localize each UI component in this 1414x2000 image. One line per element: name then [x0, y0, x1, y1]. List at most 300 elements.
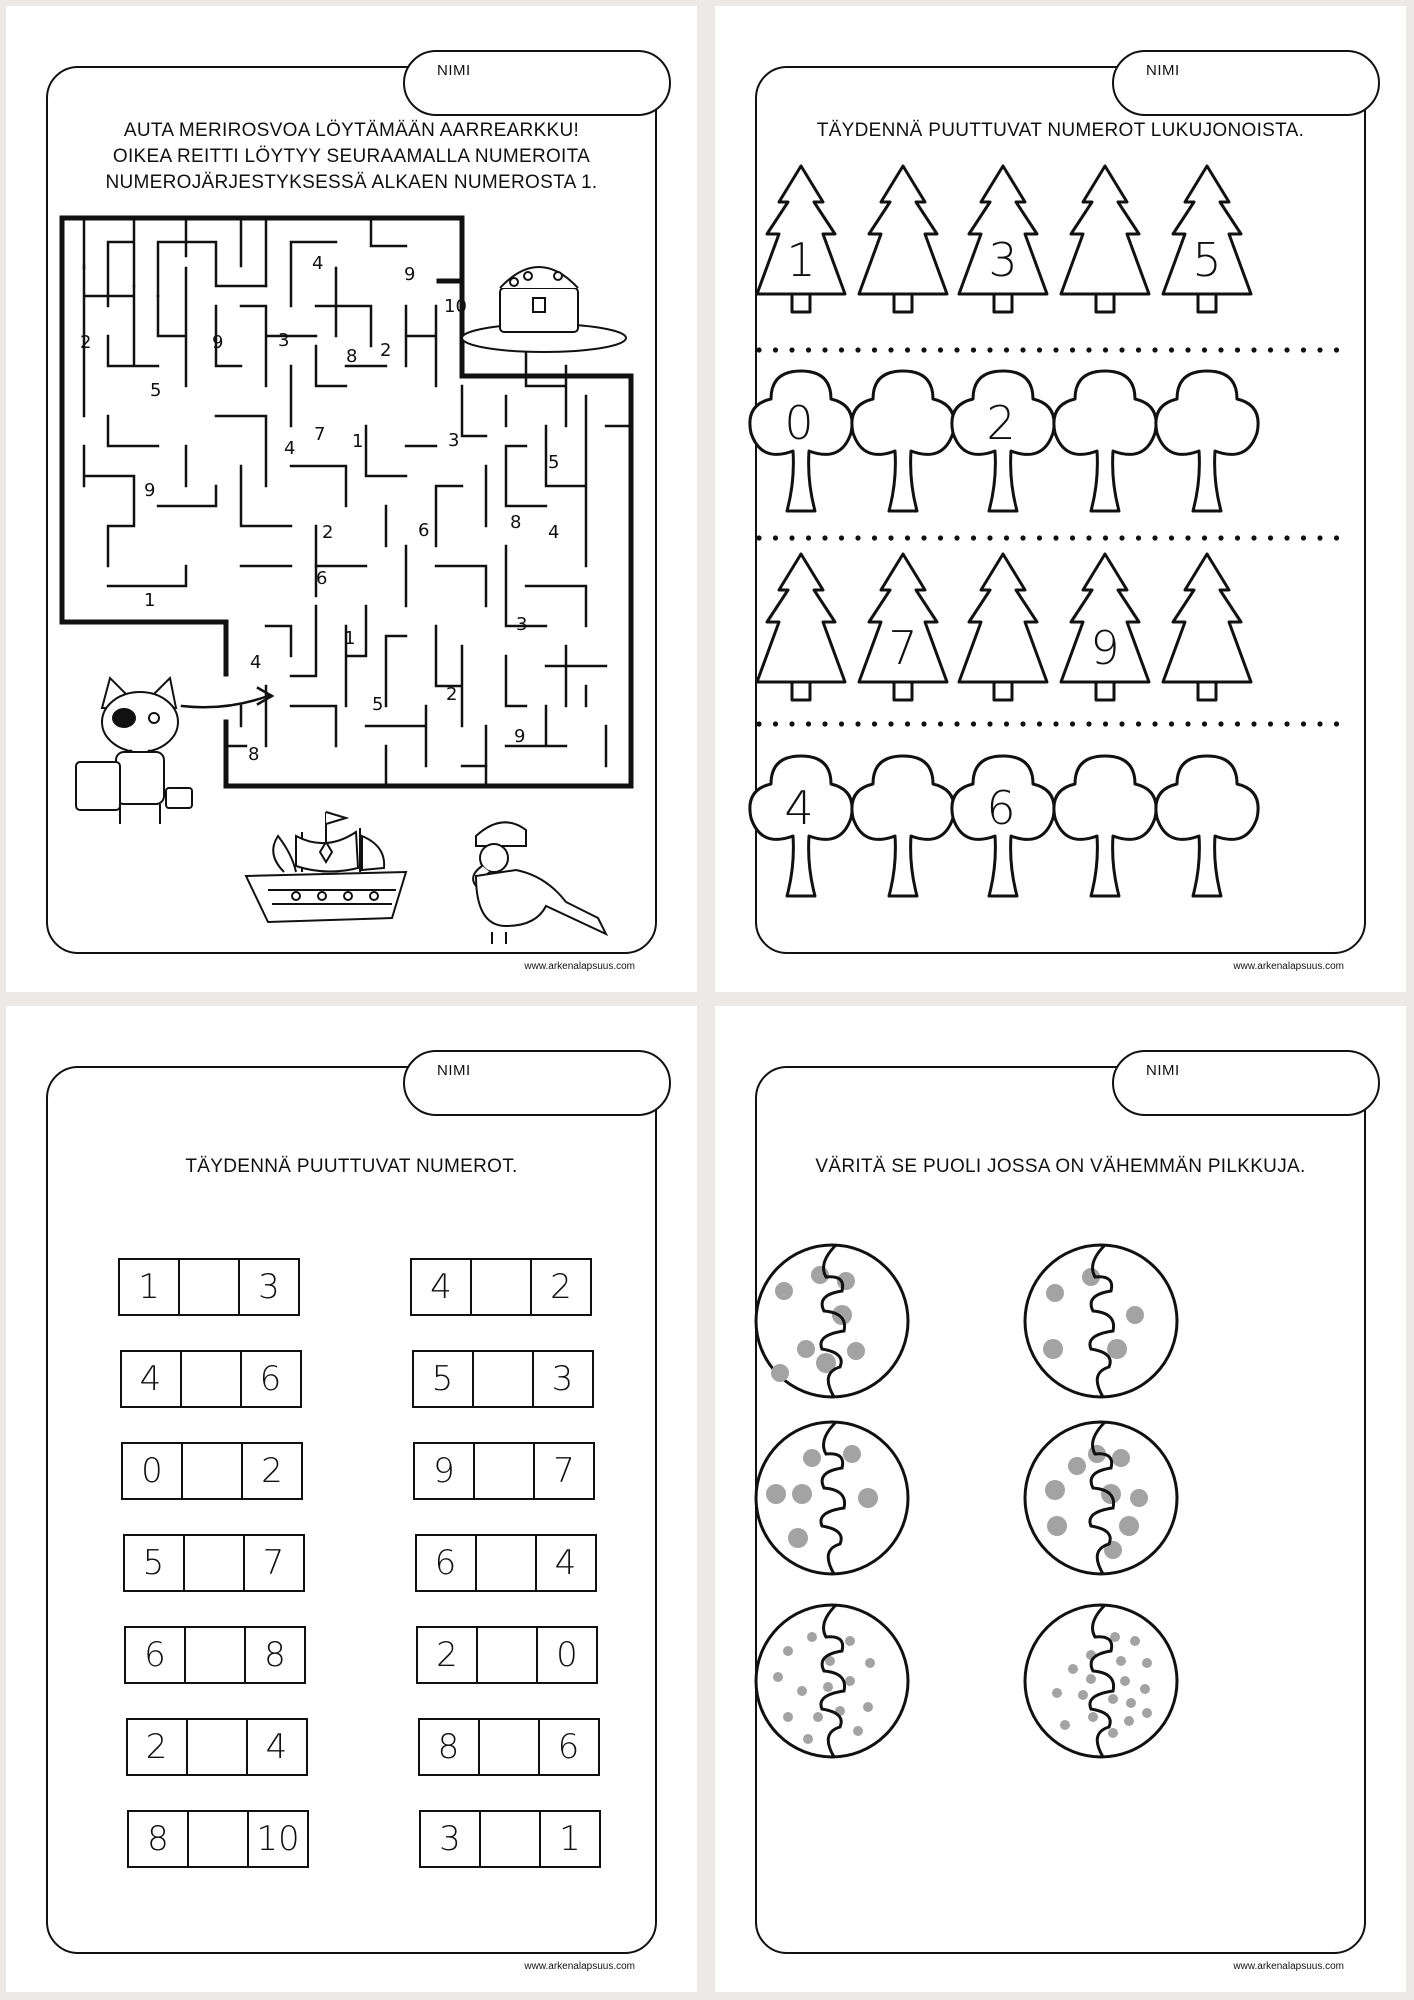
- pine-tree-icon[interactable]: [1163, 166, 1251, 312]
- pine-tree-icon[interactable]: [959, 166, 1047, 312]
- blank-number-cell[interactable]: [185, 1536, 245, 1590]
- number-cell: 2: [418, 1628, 478, 1682]
- separator-dot: [1037, 721, 1042, 726]
- number-box-row: [413, 1442, 595, 1500]
- dot: [1046, 1284, 1064, 1302]
- separator-dot: [822, 535, 827, 540]
- separator-dot: [855, 347, 860, 352]
- separator-dot: [888, 347, 893, 352]
- separator-dot: [1053, 535, 1058, 540]
- number-box-row: [412, 1350, 594, 1408]
- separator-dot: [1235, 347, 1240, 352]
- maze-number: 3: [278, 330, 290, 351]
- separator-dot: [921, 535, 926, 540]
- maze-number: 4: [548, 522, 560, 543]
- number-cell: 5: [125, 1536, 185, 1590]
- separator-dot: [822, 721, 827, 726]
- number-cell: 3: [551, 1359, 574, 1399]
- separator-dot: [1070, 535, 1075, 540]
- pine-tree-icon[interactable]: [757, 166, 845, 312]
- name-label: NIMI: [437, 1062, 471, 1079]
- dot: [1140, 1684, 1150, 1694]
- separator-dot: [954, 347, 959, 352]
- dot: [832, 1305, 852, 1325]
- dot: [1142, 1708, 1152, 1718]
- separator-dot: [1119, 347, 1124, 352]
- number-box-row: [126, 1718, 308, 1776]
- separator-dot: [1317, 535, 1322, 540]
- sequence-number: 1: [786, 233, 816, 287]
- separator-dot: [806, 347, 811, 352]
- dot: [1142, 1658, 1152, 1668]
- pirate-ship-icon: [246, 812, 406, 922]
- blank-number-cell[interactable]: [180, 1260, 240, 1314]
- separator-dot: [1301, 535, 1306, 540]
- dot: [1112, 1449, 1130, 1467]
- dot: [788, 1528, 808, 1548]
- separator-dot: [1004, 347, 1009, 352]
- number-cell: 0: [123, 1444, 183, 1498]
- round-tree-icon[interactable]: [1054, 371, 1156, 511]
- separator-dot: [839, 347, 844, 352]
- separator-dot: [1037, 535, 1042, 540]
- dot: [1078, 1690, 1088, 1700]
- blank-number-cell[interactable]: [186, 1628, 246, 1682]
- maze-number: 6: [418, 520, 430, 541]
- separator-dot: [1152, 721, 1157, 726]
- separator-dot: [1317, 347, 1322, 352]
- separator-dot: [1202, 535, 1207, 540]
- sequence-number: 2: [986, 396, 1016, 450]
- dot: [807, 1632, 817, 1642]
- separator-dot: [756, 535, 761, 540]
- name-label: NIMI: [437, 62, 471, 79]
- dot: [847, 1342, 865, 1360]
- separator-dot: [1169, 721, 1174, 726]
- puzzle-circle[interactable]: [756, 1605, 908, 1757]
- separator-dot: [1251, 535, 1256, 540]
- round-tree-icon[interactable]: [852, 371, 954, 511]
- dot: [797, 1340, 815, 1358]
- separator-dot: [938, 721, 943, 726]
- dot: [1068, 1457, 1086, 1475]
- puzzle-circle[interactable]: [1025, 1245, 1177, 1397]
- number-cell: 4: [412, 1260, 472, 1314]
- separator-dot: [1152, 535, 1157, 540]
- separator-dot: [1152, 347, 1157, 352]
- instruction-line: NUMEROJÄRJESTYKSESSÄ ALKAEN NUMEROSTA 1.: [105, 172, 598, 193]
- maze-number: 1: [344, 628, 356, 649]
- dot: [1086, 1674, 1096, 1684]
- dot-circles: [715, 1006, 1406, 1992]
- dot: [1130, 1636, 1140, 1646]
- separator-dot: [1119, 721, 1124, 726]
- separator-dot: [1086, 721, 1091, 726]
- separator-dot: [1103, 347, 1108, 352]
- number-box-row: [124, 1626, 306, 1684]
- separator-dot: [1185, 535, 1190, 540]
- number-cell: 6: [259, 1359, 282, 1399]
- maze-number: 2: [446, 684, 458, 705]
- separator-dot: [1020, 535, 1025, 540]
- separator-dot: [987, 721, 992, 726]
- separator-dot: [806, 721, 811, 726]
- separator-dot: [1119, 535, 1124, 540]
- dot: [1126, 1698, 1136, 1708]
- separator-dot: [1070, 721, 1075, 726]
- number-cell: 3: [258, 1267, 280, 1307]
- maze-number: 9: [404, 264, 416, 285]
- dot: [845, 1676, 855, 1686]
- number-box-row: [121, 1442, 303, 1500]
- dot: [1126, 1306, 1144, 1324]
- number-cell: 10: [256, 1819, 300, 1859]
- separator-dot: [855, 721, 860, 726]
- separator-dot: [1218, 535, 1223, 540]
- treasure-chest-icon: [462, 267, 626, 352]
- website-url: www.arkenalapsuus.com: [524, 961, 635, 972]
- separator-dot: [756, 721, 761, 726]
- pine-tree-icon[interactable]: [959, 554, 1047, 700]
- separator-dot: [839, 721, 844, 726]
- maze-number: 10: [444, 296, 467, 317]
- blank-number-cell[interactable]: [474, 1352, 534, 1406]
- pine-tree-icon[interactable]: [859, 166, 947, 312]
- separator-dot: [773, 347, 778, 352]
- dot: [1047, 1516, 1067, 1536]
- number-cell: 1: [559, 1819, 581, 1859]
- number-cell: 2: [128, 1720, 188, 1774]
- dot: [1088, 1712, 1098, 1722]
- number-cell: 8: [420, 1720, 480, 1774]
- number-box-row: [418, 1718, 600, 1776]
- separator-dot: [1202, 347, 1207, 352]
- round-tree-icon[interactable]: [952, 756, 1054, 896]
- maze-number: 5: [150, 380, 162, 401]
- separator-dot: [1020, 721, 1025, 726]
- maze-number: 2: [380, 340, 392, 361]
- website-url: www.arkenalapsuus.com: [1233, 961, 1344, 972]
- separator-dot: [971, 347, 976, 352]
- dot: [813, 1712, 823, 1722]
- puzzle-circle[interactable]: [1025, 1422, 1177, 1574]
- round-tree-icon[interactable]: [852, 756, 954, 896]
- blank-number-cell[interactable]: [188, 1720, 248, 1774]
- maze-number: 8: [510, 512, 522, 533]
- blank-number-cell[interactable]: [478, 1628, 538, 1682]
- number-box-row: [410, 1258, 592, 1316]
- dot: [1108, 1694, 1118, 1704]
- dot: [853, 1726, 863, 1736]
- dot: [783, 1646, 793, 1656]
- maze-number: 4: [284, 438, 296, 459]
- pine-tree-icon[interactable]: [1061, 554, 1149, 700]
- separator-dot: [1284, 721, 1289, 726]
- number-cell: 9: [415, 1444, 475, 1498]
- separator-dot: [1334, 347, 1339, 352]
- separator-dot: [987, 347, 992, 352]
- number-box-row: [415, 1534, 597, 1592]
- separator-dot: [888, 721, 893, 726]
- dot: [771, 1364, 789, 1382]
- blank-number-cell[interactable]: [480, 1720, 540, 1774]
- pirate-cat-icon: [76, 678, 192, 824]
- sequence-number: 4: [784, 781, 814, 835]
- separator-dot: [1070, 347, 1075, 352]
- separator-dot: [1235, 721, 1240, 726]
- number-box-row: [419, 1810, 601, 1868]
- separator-dot: [1004, 535, 1009, 540]
- dot: [1045, 1480, 1065, 1500]
- sequence-number: 3: [988, 233, 1018, 287]
- sequence-number: 5: [1192, 233, 1222, 287]
- separator-dot: [1317, 721, 1322, 726]
- pine-tree-icon[interactable]: [1163, 554, 1251, 700]
- maze-number: 5: [372, 694, 384, 715]
- sequence-number: 7: [888, 621, 918, 675]
- number-cell: 8: [264, 1635, 286, 1675]
- separator-dot: [1301, 347, 1306, 352]
- separator-dot: [756, 347, 761, 352]
- maze-number: 4: [250, 652, 262, 673]
- separator-dot: [1251, 721, 1256, 726]
- dot: [1116, 1656, 1126, 1666]
- separator-dot: [1334, 721, 1339, 726]
- number-cell: 5: [414, 1352, 474, 1406]
- dot: [773, 1672, 783, 1682]
- maze-number: 6: [316, 568, 328, 589]
- number-cell: 6: [557, 1727, 580, 1767]
- dots-instruction: VÄRITÄ SE PUOLI JOSSA ON VÄHEMMÄN PILKKUJA.: [815, 1156, 1306, 1177]
- separator-dot: [938, 535, 943, 540]
- blank-number-cell[interactable]: [182, 1352, 242, 1406]
- separator-dot: [971, 535, 976, 540]
- separator-dot: [1169, 535, 1174, 540]
- blank-number-cell[interactable]: [481, 1812, 541, 1866]
- number-sequences: [715, 6, 1406, 992]
- number-box-row: [123, 1534, 305, 1592]
- number-box-row: [118, 1258, 300, 1316]
- separator-dot: [1251, 347, 1256, 352]
- dot: [766, 1484, 786, 1504]
- separator-dot: [905, 721, 910, 726]
- worksheet-missing-numbers: [6, 1006, 697, 1992]
- separator-dot: [1268, 721, 1273, 726]
- separator-dot: [971, 721, 976, 726]
- separator-dot: [773, 535, 778, 540]
- separator-dot: [954, 721, 959, 726]
- dot: [845, 1636, 855, 1646]
- pirate-parrot-icon: [473, 822, 606, 944]
- round-tree-icon[interactable]: [750, 371, 852, 511]
- separator-dot: [921, 347, 926, 352]
- separator-dot: [1218, 347, 1223, 352]
- pine-tree-icon[interactable]: [757, 554, 845, 700]
- separator-dot: [1301, 721, 1306, 726]
- number-cell: 7: [553, 1451, 575, 1491]
- worksheet-maze: [6, 6, 697, 992]
- instruction-line: AUTA MERIROSVOA LÖYTÄMÄÄN AARREARKKU!: [123, 120, 580, 141]
- separator-dot: [789, 535, 794, 540]
- sequence-number: 9: [1090, 621, 1120, 675]
- number-cell: 7: [262, 1543, 285, 1583]
- maze-number: 8: [248, 744, 260, 765]
- blank-number-cell[interactable]: [472, 1260, 532, 1314]
- blank-number-cell[interactable]: [183, 1444, 243, 1498]
- dot: [797, 1686, 807, 1696]
- separator-dot: [1268, 535, 1273, 540]
- separator-dot: [1037, 347, 1042, 352]
- worksheet-sequences: [715, 6, 1406, 992]
- round-tree-icon[interactable]: [952, 371, 1054, 511]
- dot: [1043, 1339, 1063, 1359]
- separator-dot: [954, 535, 959, 540]
- separator-dot: [1020, 347, 1025, 352]
- separator-dot: [1136, 721, 1141, 726]
- dot: [863, 1702, 873, 1712]
- separator-dot: [839, 535, 844, 540]
- separator-dot: [1136, 535, 1141, 540]
- number-box-row: [416, 1626, 598, 1684]
- dot: [843, 1445, 861, 1463]
- separator-dot: [1053, 721, 1058, 726]
- separator-dot: [789, 721, 794, 726]
- dot: [823, 1682, 833, 1692]
- dot: [865, 1658, 875, 1668]
- dot: [1060, 1720, 1070, 1730]
- maze-number: 1: [144, 590, 156, 611]
- separator-dot: [1235, 535, 1240, 540]
- dot: [1124, 1716, 1134, 1726]
- separator-dot: [773, 721, 778, 726]
- number-cell: 2: [261, 1451, 283, 1491]
- round-tree-icon[interactable]: [1156, 371, 1258, 511]
- separator-dot: [822, 347, 827, 352]
- separator-dot: [1053, 347, 1058, 352]
- maze-number: 2: [80, 332, 92, 353]
- separator-dot: [806, 535, 811, 540]
- separator-dot: [1284, 347, 1289, 352]
- maze-number: 3: [516, 614, 528, 635]
- separator-dot: [1284, 535, 1289, 540]
- separator-dot: [855, 535, 860, 540]
- separator-dot: [1185, 347, 1190, 352]
- separator-dot: [1103, 721, 1108, 726]
- separator-dot: [938, 347, 943, 352]
- blank-number-cell[interactable]: [189, 1812, 249, 1866]
- round-tree-icon[interactable]: [1156, 756, 1258, 896]
- separator-dot: [905, 347, 910, 352]
- maze-number: 9: [212, 332, 224, 353]
- separator-dot: [1103, 535, 1108, 540]
- sequence-number: 0: [784, 396, 814, 450]
- separator-dot: [1334, 535, 1339, 540]
- dot: [858, 1488, 878, 1508]
- number-cell: 6: [417, 1536, 477, 1590]
- maze-number: 8: [346, 346, 358, 367]
- separator-dot: [1185, 721, 1190, 726]
- maze-number: 4: [312, 253, 324, 274]
- round-tree-icon[interactable]: [750, 756, 852, 896]
- separator-dot: [921, 721, 926, 726]
- website-url: www.arkenalapsuus.com: [1233, 1961, 1344, 1972]
- puzzle-circle[interactable]: [756, 1245, 908, 1397]
- dot: [1119, 1516, 1139, 1536]
- dot: [1052, 1688, 1062, 1698]
- name-label: NIMI: [1146, 1062, 1180, 1079]
- number-cell: 0: [556, 1635, 578, 1675]
- name-field[interactable]: [403, 1050, 671, 1116]
- missing-instruction: TÄYDENNÄ PUUTTUVAT NUMEROT.: [185, 1156, 518, 1177]
- dot: [775, 1282, 793, 1300]
- dot: [1068, 1664, 1078, 1674]
- puzzle-circle[interactable]: [1025, 1605, 1177, 1757]
- round-tree-icon[interactable]: [1054, 756, 1156, 896]
- separator-dot: [1169, 347, 1174, 352]
- worksheet-dots: [715, 1006, 1406, 1992]
- blank-number-cell[interactable]: [475, 1444, 535, 1498]
- puzzle-circle[interactable]: [756, 1422, 908, 1574]
- instruction-line: OIKEA REITTI LÖYTYY SEURAAMALLA NUMEROITA: [112, 146, 591, 167]
- maze-number: 9: [514, 726, 526, 747]
- dot: [1130, 1489, 1148, 1507]
- dot: [803, 1734, 813, 1744]
- number-cell: 4: [265, 1727, 288, 1767]
- dot: [1107, 1339, 1127, 1359]
- maze[interactable]: [6, 6, 697, 992]
- separator-dot: [1218, 721, 1223, 726]
- dot: [803, 1449, 821, 1467]
- number-box-row: [120, 1350, 302, 1408]
- number-cell: 1: [120, 1260, 180, 1314]
- separator-dot: [905, 535, 910, 540]
- separator-dot: [872, 535, 877, 540]
- separator-dot: [987, 535, 992, 540]
- number-cell: 3: [421, 1812, 481, 1866]
- number-cell: 8: [129, 1812, 189, 1866]
- sequence-number: 6: [986, 781, 1016, 835]
- pine-tree-icon[interactable]: [1061, 166, 1149, 312]
- separator-dot: [888, 535, 893, 540]
- dot: [1108, 1728, 1118, 1738]
- number-cell: 4: [554, 1543, 577, 1583]
- dot: [792, 1484, 812, 1504]
- number-box-row: [127, 1810, 309, 1868]
- number-cell: 2: [550, 1267, 572, 1307]
- blank-number-cell[interactable]: [477, 1536, 537, 1590]
- separator-dot: [1086, 535, 1091, 540]
- maze-number: 5: [548, 452, 560, 473]
- maze-number: 7: [314, 424, 326, 445]
- separator-dot: [872, 721, 877, 726]
- maze-number: 2: [322, 522, 334, 543]
- number-cell: 6: [126, 1628, 186, 1682]
- maze-number: 9: [144, 480, 156, 501]
- separator-dot: [789, 347, 794, 352]
- website-url: www.arkenalapsuus.com: [524, 1961, 635, 1972]
- sequence-instruction: TÄYDENNÄ PUUTTUVAT NUMEROT LUKUJONOISTA.: [816, 120, 1305, 141]
- separator-dot: [1136, 347, 1141, 352]
- pine-tree-icon[interactable]: [859, 554, 947, 700]
- name-label: NIMI: [1146, 62, 1180, 79]
- separator-dot: [1004, 721, 1009, 726]
- maze-number: 3: [448, 430, 460, 451]
- separator-dot: [1202, 721, 1207, 726]
- separator-dot: [1086, 347, 1091, 352]
- separator-dot: [1268, 347, 1273, 352]
- maze-number: 1: [352, 431, 364, 452]
- separator-dot: [872, 347, 877, 352]
